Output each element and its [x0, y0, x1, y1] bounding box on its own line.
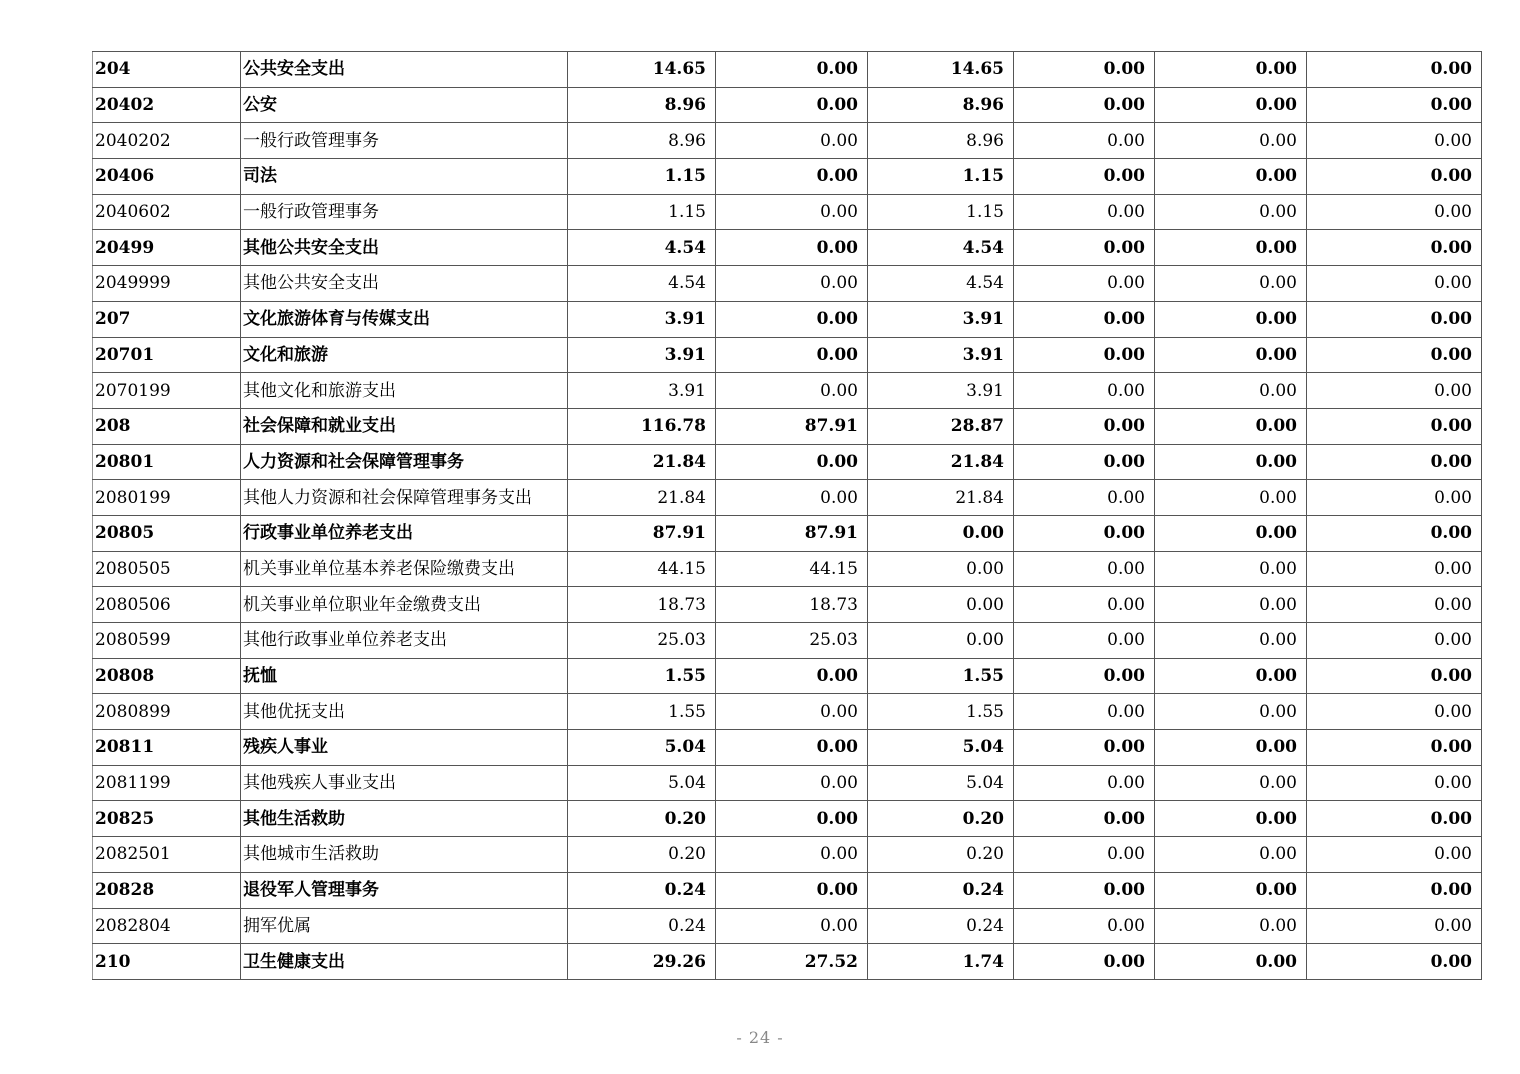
- category-code-cell: 2080599: [93, 623, 241, 659]
- table-row: [93, 301, 1482, 337]
- category-code-cell: 20801: [93, 444, 241, 480]
- amount-cell: 87.91: [716, 515, 868, 551]
- table-row: [93, 908, 1482, 944]
- amount-cell: 1.55: [868, 658, 1014, 694]
- amount-cell: 4.54: [568, 230, 716, 266]
- category-code-cell: 2082501: [93, 837, 241, 873]
- page-number: - 24 -: [736, 1028, 784, 1047]
- table-row: [93, 623, 1482, 659]
- amount-cell: 0.00: [716, 230, 868, 266]
- amount-cell: 0.00: [1155, 230, 1307, 266]
- category-code-cell: 2040202: [93, 123, 241, 159]
- amount-cell: 0.00: [1307, 944, 1482, 980]
- amount-cell: 0.00: [868, 587, 1014, 623]
- amount-cell: 0.24: [868, 872, 1014, 908]
- amount-cell: 0.00: [1155, 515, 1307, 551]
- amount-cell: 1.15: [568, 194, 716, 230]
- category-name-cell: 一般行政管理事务: [241, 194, 568, 230]
- amount-cell: 3.91: [568, 373, 716, 409]
- amount-cell: 0.00: [1155, 337, 1307, 373]
- amount-cell: 0.00: [1014, 87, 1155, 123]
- amount-cell: 0.00: [1307, 515, 1482, 551]
- table-row: [93, 872, 1482, 908]
- category-name-cell: 其他残疾人事业支出: [241, 765, 568, 801]
- category-name-cell: 其他文化和旅游支出: [241, 373, 568, 409]
- amount-cell: 0.00: [1014, 194, 1155, 230]
- category-code-cell: 2049999: [93, 266, 241, 302]
- amount-cell: 0.00: [1155, 444, 1307, 480]
- amount-cell: 8.96: [568, 123, 716, 159]
- amount-cell: 0.00: [1014, 801, 1155, 837]
- amount-cell: 0.00: [1307, 301, 1482, 337]
- amount-cell: 0.00: [716, 266, 868, 302]
- amount-cell: 3.91: [568, 337, 716, 373]
- amount-cell: 0.00: [1307, 87, 1482, 123]
- category-name-cell: 其他优抚支出: [241, 694, 568, 730]
- amount-cell: 0.00: [1307, 480, 1482, 516]
- category-name-cell: 行政事业单位养老支出: [241, 515, 568, 551]
- amount-cell: 0.00: [1014, 551, 1155, 587]
- amount-cell: 0.00: [716, 872, 868, 908]
- table-row: [93, 444, 1482, 480]
- amount-cell: 25.03: [568, 623, 716, 659]
- amount-cell: 0.00: [1307, 408, 1482, 444]
- category-code-cell: 20811: [93, 730, 241, 766]
- amount-cell: 0.00: [716, 908, 868, 944]
- category-name-cell: 一般行政管理事务: [241, 123, 568, 159]
- amount-cell: 8.96: [868, 87, 1014, 123]
- category-name-cell: 抚恤: [241, 658, 568, 694]
- category-code-cell: 2080199: [93, 480, 241, 516]
- amount-cell: 3.91: [568, 301, 716, 337]
- amount-cell: 0.00: [1014, 587, 1155, 623]
- amount-cell: 0.00: [1014, 266, 1155, 302]
- category-code-cell: 2081199: [93, 765, 241, 801]
- amount-cell: 0.00: [1014, 765, 1155, 801]
- amount-cell: 21.84: [868, 480, 1014, 516]
- amount-cell: 0.00: [1155, 159, 1307, 195]
- category-name-cell: 文化旅游体育与传媒支出: [241, 301, 568, 337]
- expenditure-table: [92, 51, 1482, 980]
- amount-cell: 0.20: [868, 801, 1014, 837]
- amount-cell: 0.24: [868, 908, 1014, 944]
- table-row: [93, 801, 1482, 837]
- amount-cell: 21.84: [568, 444, 716, 480]
- table-row: [93, 123, 1482, 159]
- amount-cell: 0.00: [716, 480, 868, 516]
- amount-cell: 0.00: [716, 837, 868, 873]
- amount-cell: 5.04: [868, 765, 1014, 801]
- table-row: [93, 551, 1482, 587]
- amount-cell: 0.24: [568, 872, 716, 908]
- amount-cell: 0.00: [1155, 408, 1307, 444]
- category-code-cell: 20499: [93, 230, 241, 266]
- amount-cell: 0.00: [1014, 623, 1155, 659]
- category-name-cell: 公安: [241, 87, 568, 123]
- amount-cell: 27.52: [716, 944, 868, 980]
- table-row: [93, 230, 1482, 266]
- amount-cell: 0.00: [716, 694, 868, 730]
- amount-cell: 8.96: [568, 87, 716, 123]
- amount-cell: 4.54: [868, 266, 1014, 302]
- category-name-cell: 卫生健康支出: [241, 944, 568, 980]
- table-row: [93, 587, 1482, 623]
- category-code-cell: 2040602: [93, 194, 241, 230]
- amount-cell: 0.00: [1014, 444, 1155, 480]
- category-code-cell: 20406: [93, 159, 241, 195]
- amount-cell: 0.00: [1014, 408, 1155, 444]
- amount-cell: 1.15: [568, 159, 716, 195]
- amount-cell: 5.04: [868, 730, 1014, 766]
- amount-cell: 1.74: [868, 944, 1014, 980]
- amount-cell: 14.65: [868, 52, 1014, 88]
- category-name-cell: 人力资源和社会保障管理事务: [241, 444, 568, 480]
- amount-cell: 3.91: [868, 337, 1014, 373]
- amount-cell: 29.26: [568, 944, 716, 980]
- amount-cell: 3.91: [868, 373, 1014, 409]
- amount-cell: 0.00: [1307, 801, 1482, 837]
- amount-cell: 0.00: [1155, 87, 1307, 123]
- category-code-cell: 20825: [93, 801, 241, 837]
- category-name-cell: 机关事业单位职业年金缴费支出: [241, 587, 568, 623]
- amount-cell: 0.00: [1014, 480, 1155, 516]
- amount-cell: 0.00: [1014, 837, 1155, 873]
- amount-cell: 0.00: [1307, 623, 1482, 659]
- table-row: [93, 944, 1482, 980]
- category-code-cell: 207: [93, 301, 241, 337]
- amount-cell: 0.00: [1155, 301, 1307, 337]
- category-name-cell: 其他公共安全支出: [241, 266, 568, 302]
- amount-cell: 0.00: [716, 801, 868, 837]
- amount-cell: 0.00: [1014, 908, 1155, 944]
- amount-cell: 44.15: [716, 551, 868, 587]
- amount-cell: 0.00: [1307, 587, 1482, 623]
- amount-cell: 0.00: [716, 87, 868, 123]
- amount-cell: 1.15: [868, 194, 1014, 230]
- category-code-cell: 20805: [93, 515, 241, 551]
- amount-cell: 21.84: [868, 444, 1014, 480]
- amount-cell: 18.73: [568, 587, 716, 623]
- amount-cell: 0.00: [1155, 52, 1307, 88]
- amount-cell: 0.00: [1014, 872, 1155, 908]
- category-code-cell: 210: [93, 944, 241, 980]
- category-name-cell: 其他行政事业单位养老支出: [241, 623, 568, 659]
- amount-cell: 28.87: [868, 408, 1014, 444]
- amount-cell: 0.00: [1155, 623, 1307, 659]
- amount-cell: 0.00: [1014, 301, 1155, 337]
- category-code-cell: 2082804: [93, 908, 241, 944]
- amount-cell: 0.00: [1155, 730, 1307, 766]
- category-name-cell: 其他人力资源和社会保障管理事务支出: [241, 480, 568, 516]
- amount-cell: 0.00: [1307, 159, 1482, 195]
- table-row: [93, 266, 1482, 302]
- amount-cell: 0.20: [568, 801, 716, 837]
- amount-cell: 0.00: [1014, 373, 1155, 409]
- category-name-cell: 其他生活救助: [241, 801, 568, 837]
- category-code-cell: 20808: [93, 658, 241, 694]
- category-name-cell: 退役军人管理事务: [241, 872, 568, 908]
- amount-cell: 0.00: [1014, 159, 1155, 195]
- category-name-cell: 社会保障和就业支出: [241, 408, 568, 444]
- category-code-cell: 2070199: [93, 373, 241, 409]
- amount-cell: 0.00: [1155, 694, 1307, 730]
- amount-cell: 0.00: [1155, 194, 1307, 230]
- amount-cell: 0.00: [1155, 765, 1307, 801]
- category-name-cell: 文化和旅游: [241, 337, 568, 373]
- category-name-cell: 拥军优属: [241, 908, 568, 944]
- amount-cell: 0.00: [1014, 658, 1155, 694]
- amount-cell: 0.00: [1155, 373, 1307, 409]
- amount-cell: 5.04: [568, 765, 716, 801]
- category-code-cell: 20828: [93, 872, 241, 908]
- amount-cell: 0.00: [1307, 194, 1482, 230]
- table-row: [93, 337, 1482, 373]
- category-name-cell: 其他公共安全支出: [241, 230, 568, 266]
- amount-cell: 0.00: [1307, 908, 1482, 944]
- amount-cell: 1.55: [568, 694, 716, 730]
- amount-cell: 0.00: [1307, 337, 1482, 373]
- amount-cell: 21.84: [568, 480, 716, 516]
- table-row: [93, 515, 1482, 551]
- table-body: [93, 52, 1482, 980]
- amount-cell: 0.00: [1155, 658, 1307, 694]
- amount-cell: 1.55: [868, 694, 1014, 730]
- amount-cell: 18.73: [716, 587, 868, 623]
- amount-cell: 0.00: [1014, 515, 1155, 551]
- amount-cell: 0.00: [1307, 872, 1482, 908]
- amount-cell: 0.00: [1307, 837, 1482, 873]
- table-row: [93, 658, 1482, 694]
- amount-cell: 0.20: [868, 837, 1014, 873]
- amount-cell: 1.15: [868, 159, 1014, 195]
- amount-cell: 0.00: [1155, 123, 1307, 159]
- table-row: [93, 159, 1482, 195]
- amount-cell: 0.00: [1155, 266, 1307, 302]
- amount-cell: 0.00: [1014, 52, 1155, 88]
- amount-cell: 0.00: [1014, 123, 1155, 159]
- amount-cell: 116.78: [568, 408, 716, 444]
- amount-cell: 0.00: [1155, 801, 1307, 837]
- category-code-cell: 2080899: [93, 694, 241, 730]
- amount-cell: 0.00: [1155, 872, 1307, 908]
- amount-cell: 0.00: [716, 123, 868, 159]
- category-name-cell: 其他城市生活救助: [241, 837, 568, 873]
- table-row: [93, 730, 1482, 766]
- amount-cell: 0.00: [1014, 730, 1155, 766]
- amount-cell: 0.00: [716, 159, 868, 195]
- amount-cell: 0.00: [1014, 694, 1155, 730]
- amount-cell: 25.03: [716, 623, 868, 659]
- amount-cell: 0.00: [1307, 730, 1482, 766]
- category-code-cell: 20402: [93, 87, 241, 123]
- amount-cell: 0.00: [1307, 694, 1482, 730]
- amount-cell: 0.00: [1155, 551, 1307, 587]
- amount-cell: 0.00: [1307, 52, 1482, 88]
- table-row: [93, 194, 1482, 230]
- amount-cell: 0.00: [716, 444, 868, 480]
- amount-cell: 0.00: [716, 730, 868, 766]
- category-name-cell: 残疾人事业: [241, 730, 568, 766]
- category-name-cell: 机关事业单位基本养老保险缴费支出: [241, 551, 568, 587]
- amount-cell: 0.00: [1307, 266, 1482, 302]
- amount-cell: 4.54: [868, 230, 1014, 266]
- table-row: [93, 694, 1482, 730]
- amount-cell: 0.00: [716, 194, 868, 230]
- table-row: [93, 408, 1482, 444]
- amount-cell: 0.00: [1307, 373, 1482, 409]
- amount-cell: 0.00: [716, 373, 868, 409]
- amount-cell: 0.00: [1155, 837, 1307, 873]
- amount-cell: 5.04: [568, 730, 716, 766]
- amount-cell: 4.54: [568, 266, 716, 302]
- table-row: [93, 52, 1482, 88]
- amount-cell: 0.00: [868, 551, 1014, 587]
- amount-cell: 0.24: [568, 908, 716, 944]
- amount-cell: 0.00: [868, 515, 1014, 551]
- amount-cell: 0.00: [1307, 444, 1482, 480]
- amount-cell: 44.15: [568, 551, 716, 587]
- amount-cell: 8.96: [868, 123, 1014, 159]
- table-row: [93, 765, 1482, 801]
- category-code-cell: 204: [93, 52, 241, 88]
- amount-cell: 0.00: [1014, 944, 1155, 980]
- category-code-cell: 20701: [93, 337, 241, 373]
- amount-cell: 0.00: [716, 301, 868, 337]
- table-row: [93, 480, 1482, 516]
- amount-cell: 0.00: [1014, 230, 1155, 266]
- amount-cell: 3.91: [868, 301, 1014, 337]
- amount-cell: 14.65: [568, 52, 716, 88]
- amount-cell: 0.00: [1155, 480, 1307, 516]
- category-code-cell: 2080506: [93, 587, 241, 623]
- amount-cell: 0.00: [1307, 658, 1482, 694]
- amount-cell: 0.00: [1155, 587, 1307, 623]
- amount-cell: 0.00: [716, 52, 868, 88]
- table-row: [93, 87, 1482, 123]
- amount-cell: 0.00: [716, 658, 868, 694]
- category-name-cell: 公共安全支出: [241, 52, 568, 88]
- amount-cell: 0.00: [1307, 551, 1482, 587]
- amount-cell: 1.55: [568, 658, 716, 694]
- amount-cell: 0.00: [716, 337, 868, 373]
- category-name-cell: 司法: [241, 159, 568, 195]
- amount-cell: 0.20: [568, 837, 716, 873]
- amount-cell: 0.00: [868, 623, 1014, 659]
- amount-cell: 0.00: [1155, 908, 1307, 944]
- amount-cell: 0.00: [1307, 230, 1482, 266]
- amount-cell: 0.00: [1307, 765, 1482, 801]
- amount-cell: 0.00: [1014, 337, 1155, 373]
- category-code-cell: 208: [93, 408, 241, 444]
- table-row: [93, 837, 1482, 873]
- amount-cell: 0.00: [1155, 944, 1307, 980]
- category-code-cell: 2080505: [93, 551, 241, 587]
- amount-cell: 0.00: [1307, 123, 1482, 159]
- amount-cell: 87.91: [716, 408, 868, 444]
- table-row: [93, 373, 1482, 409]
- amount-cell: 0.00: [716, 765, 868, 801]
- amount-cell: 87.91: [568, 515, 716, 551]
